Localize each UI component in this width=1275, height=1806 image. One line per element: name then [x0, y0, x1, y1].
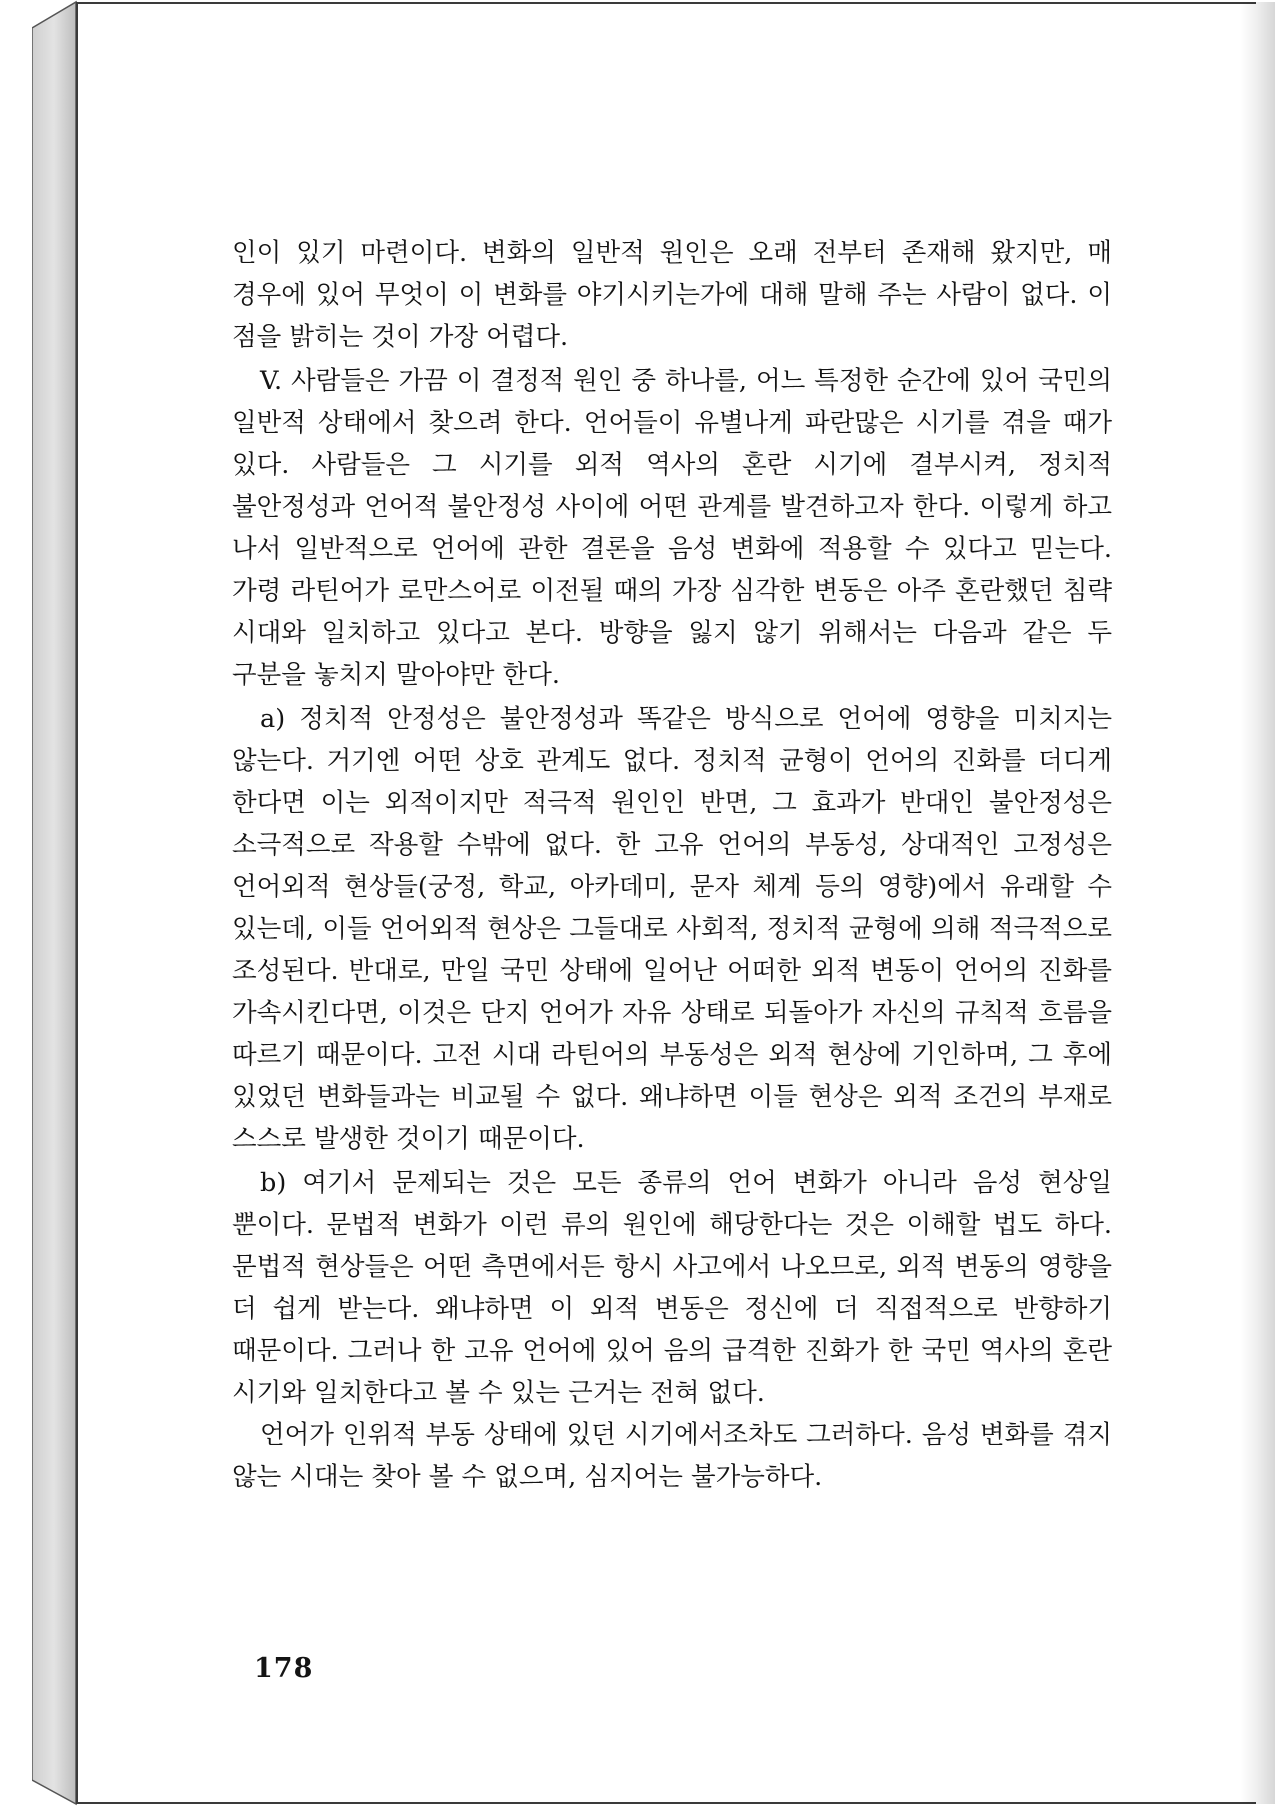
paragraph-point-b: b) 여기서 문제되는 것은 모든 종류의 언어 변화가 아니라 음성 현상일 뿐이다. 문법적 변화가 이런 류의 원인에 해당한다는 것은 이해할 법도 하다. 문법적 현상들은 어떤 측면에서든 항시 사고에서 나오므로, 외적 변동의 영향을 더 쉽게 받는다. 왜냐하면 이 외적 변동은 정신에 더 직접적으로 반향하기 때문이다. 그러나 한 고유 언어에 있어 음의 급격한 진화가 한 국민 역사의 혼란 시기와 일치한다고 볼 수 있는 근거는 전혀 없다. [232, 1168, 1112, 1408]
paragraph-closing: 언어가 인위적 부동 상태에 있던 시기에서조차도 그러하다. 음성 변화를 겪지 않는 시대는 찾아 볼 수 없으며, 심지어는 불가능하다. [232, 1420, 1112, 1492]
page-number: 178 [254, 1653, 314, 1684]
book-spine-graphic [32, 0, 78, 1806]
paragraph-point-a: a) 정치적 안정성은 불안정성과 똑같은 방식으로 언어에 영향을 미치지는 않는다. 거기엔 어떤 상호 관계도 없다. 정치적 균형이 언어의 진화를 더디게 한다면 이는 외적이지만 적극적 원인인 반면, 그 효과가 반대인 불안정성은 소극적으로 작용할 수밖에 없다. 한 고유 언어의 부동성, 상대적인 고정성은 언어외적 현상들(궁정, 학교, 아카데미, 문자 체계 등의 영향)에서 유래할 수 있는데, 이들 언어외적 현상은 그들대로 사회적, 정치적 균형에 의해 적극적으로 조성된다. 반대로, 만일 국민 상태에 일어난 어떠한 외적 변동이 언어의 진화를 가속시킨다면, 이것은 단지 언어가 자유 상태로 되돌아가 자신의 규칙적 흐름을 따르기 때문이다. 고전 시대 라틴어의 부동성은 외적 현상에 기인하며, 그 후에 있었던 변화들과는 비교될 수 없다. 왜냐하면 이들 현상은 외적 조건의 부재로 스스로 발생한 것이기 때문이다. [232, 704, 1112, 1154]
body-text [232, 232, 1112, 1498]
book-spine [32, 0, 78, 1806]
paragraph-continuation: 인이 있기 마련이다. 변화의 일반적 원인은 오래 전부터 존재해 왔지만, 매 경우에 있어 무엇이 이 변화를 야기시키는가에 대해 말해 주는 사람이 없다. 이 점을 밝히는 것이 가장 어렵다. [232, 238, 1112, 352]
paragraph-section-v: V. 사람들은 가끔 이 결정적 원인 중 하나를, 어느 특정한 순간에 있어 국민의 일반적 상태에서 찾으려 한다. 언어들이 유별나게 파란많은 시기를 겪을 때가 있다. 사람들은 그 시기를 외적 역사의 혼란 시기에 결부시켜, 정치적 불안정성과 언어적 불안정성 사이에 어떤 관계를 발견하고자 한다. 이렇게 하고 나서 일반적으로 언어에 관한 결론을 음성 변화에 적용할 수 있다고 믿는다. 가령 라틴어가 로만스어로 이전될 때의 가장 심각한 변동은 아주 혼란했던 침략 시대와 일치하고 있다고 본다. 방향을 잃지 않기 위해서는 다음과 같은 두 구분을 놓치지 말아야만 한다. [232, 366, 1112, 690]
page-edge-shadow [1240, 2, 1275, 1804]
